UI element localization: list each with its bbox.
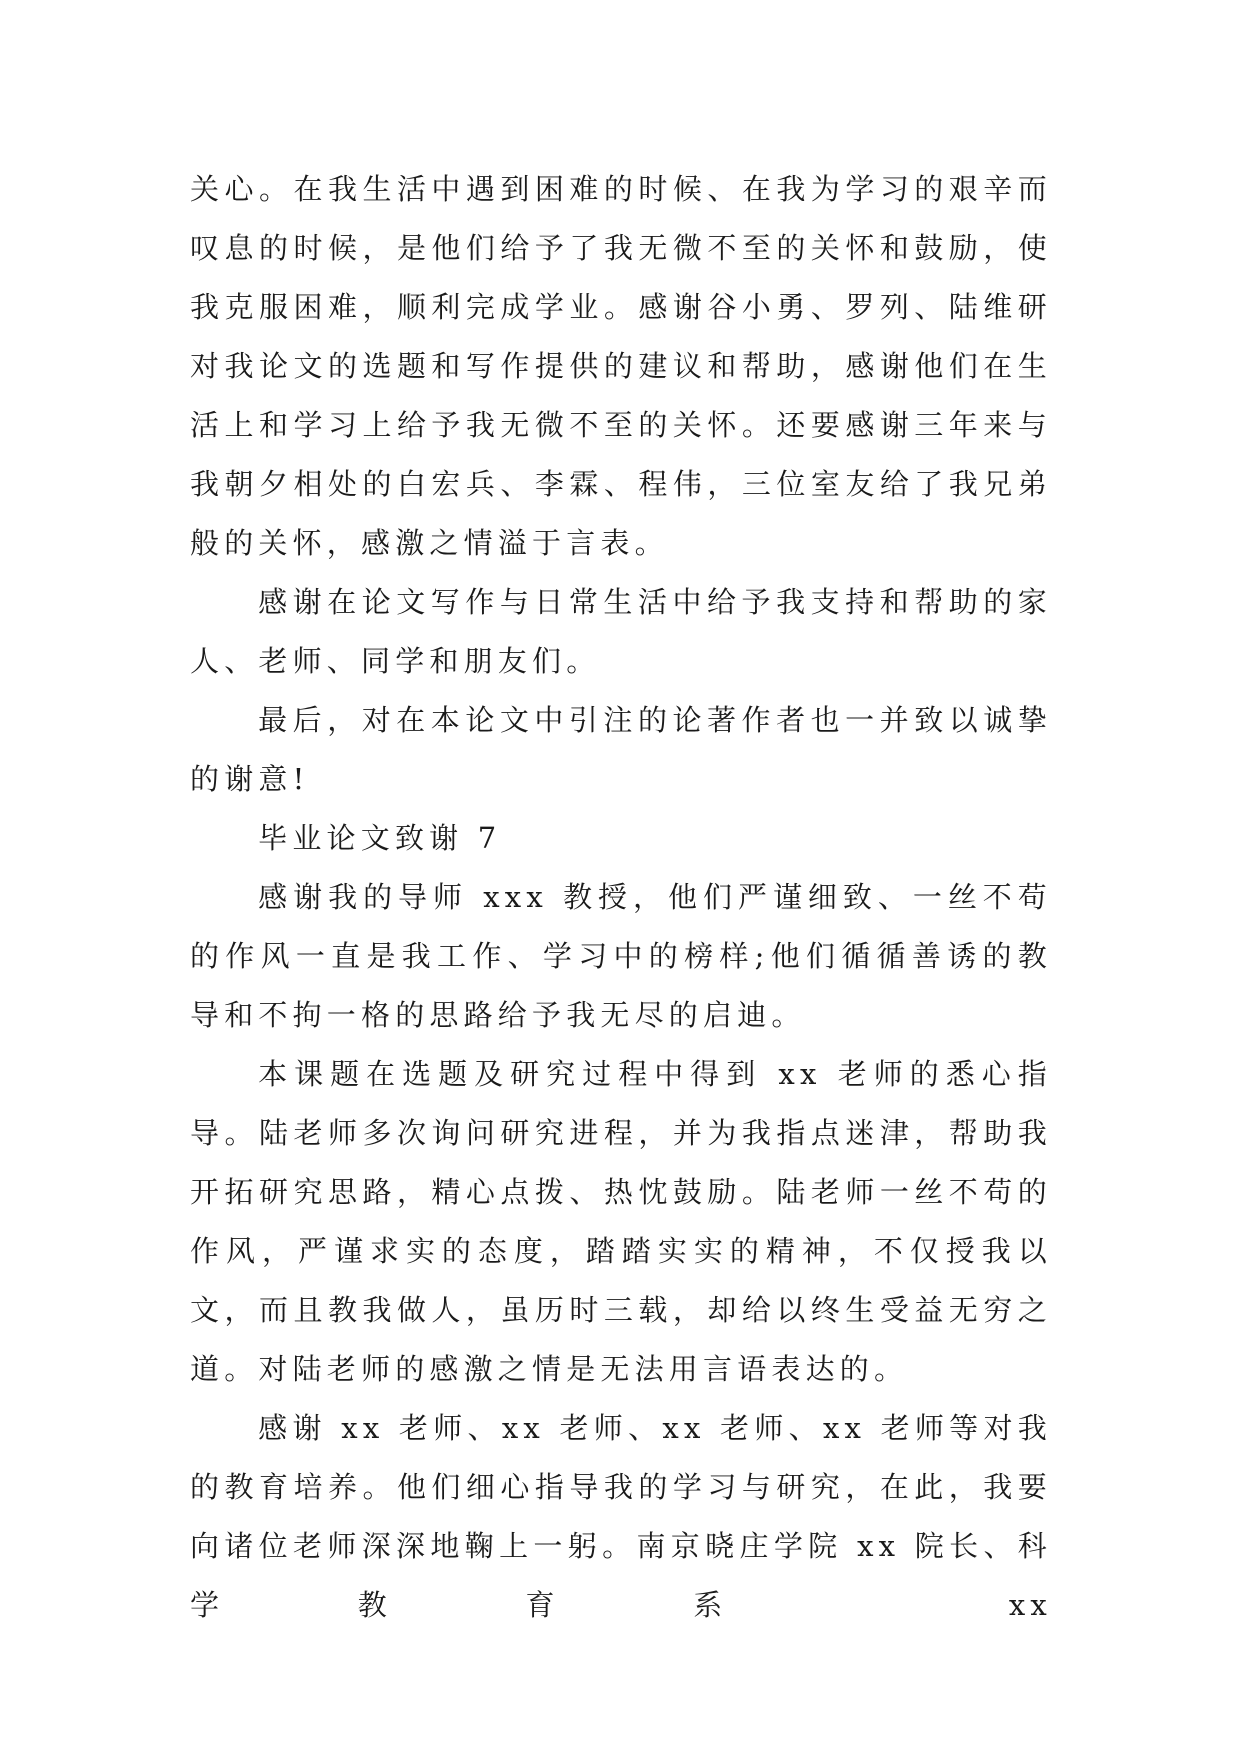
paragraph-5: 本课题在选题及研究过程中得到 xx 老师的悉心指导。陆老师多次询问研究进程，并为我指点迷津，帮助我开拓研究思路，精心点拨、热忱鼓励。陆老师一丝不苟的作风，严谨求实的态度，踏踏实实的精神，不仅授我以文，而且教我做人，虽历时三载，却给以终生受益无穷之道。对陆老师的感激之情是无法用言语表达的。 — [190, 1057, 1052, 1386]
paragraph-1: 关心。在我生活中遇到困难的时候、在我为学习的艰辛而叹息的时候，是他们给予了我无微不至的关怀和鼓励，使我克服困难，顺利完成学业。感谢谷小勇、罗列、陆维研对我论文的选题和写作提供的建议和帮助，感谢他们在生活上和学习上给予我无微不至的关怀。还要感谢三年来与我朝夕相处的白宏兵、李霖、程伟，三位室友给了我兄弟般的关怀，感激之情溢于言表。 — [190, 172, 1052, 560]
section-heading: 毕业论文致谢 7 — [258, 821, 502, 855]
paragraph-6: 感谢 xx 老师、xx 老师、xx 老师、xx 老师等对我的教育培养。他们细心指导我的学习与研究，在此，我要向诸位老师深深地鞠上一躬。南京晓庄学院 xx 院长、科学教育系 xx — [190, 1411, 1052, 1622]
paragraph-3: 最后，对在本论文中引注的论著作者也一并致以诚挚的谢意! — [190, 703, 1052, 796]
document-body — [190, 160, 1052, 1635]
paragraph-2: 感谢在论文写作与日常生活中给予我支持和帮助的家人、老师、同学和朋友们。 — [190, 585, 1052, 678]
paragraph-4: 感谢我的导师 xxx 教授，他们严谨细致、一丝不苟的作风一直是我工作、学习中的榜样;他们循循善诱的教导和不拘一格的思路给予我无尽的启迪。 — [190, 880, 1052, 1032]
